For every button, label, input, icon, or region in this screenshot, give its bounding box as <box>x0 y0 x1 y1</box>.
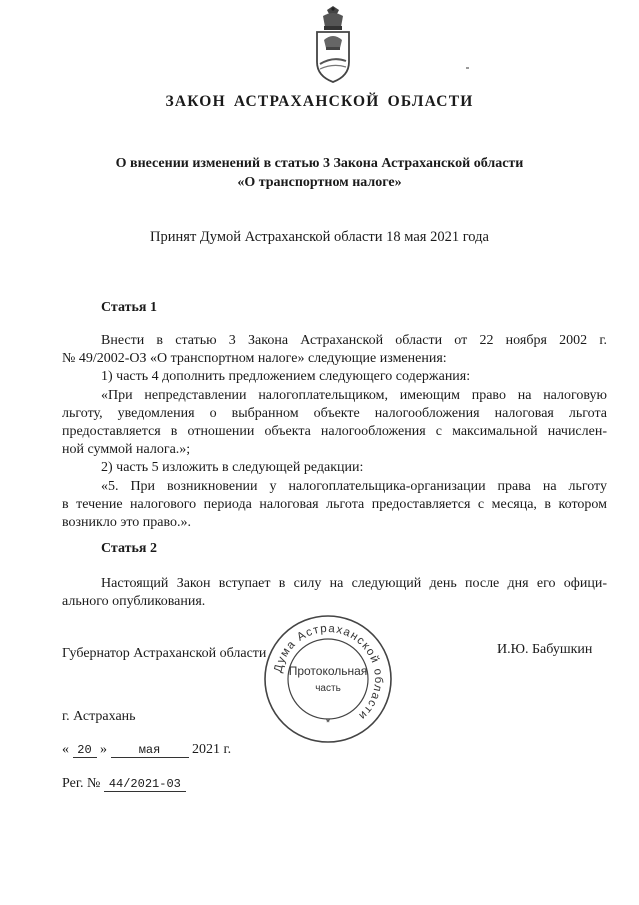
signatory-name: И.Ю. Бабушкин <box>497 642 593 657</box>
stamp-center-line-2: часть <box>315 683 341 694</box>
article-2-line-1: Настоящий Закон вступает в силу на следующий день после дня его офици- <box>101 576 607 591</box>
date-close-quote: » <box>100 742 107 757</box>
date-line <box>62 742 231 758</box>
scan-speck <box>466 67 469 69</box>
quote-1-line-1: «При непредставлении налогоплательщиком, имеющим право на налоговую <box>101 387 607 403</box>
law-subtitle <box>0 154 639 192</box>
stamp-center-line-1: Протокольная <box>288 664 368 678</box>
quote-1-line-3: предоставляется в отношении объекта налогообложения с максимальной начислен- <box>62 424 607 440</box>
subtitle-line-1: О внесении изменений в статью 3 Закона Астраханской области <box>115 156 524 171</box>
quote-2-line-1: «5. При возникновении у налогоплательщика-организации права на льготу <box>101 478 607 494</box>
date-month: мая <box>111 743 189 758</box>
article-2-body <box>62 575 607 611</box>
date-open-quote: « <box>62 742 69 757</box>
article-1-heading: Статья 1 <box>101 300 157 315</box>
quote-2-line-3: возникло это право.». <box>62 515 191 531</box>
stamp-ring-text: Дума Астраханской области <box>272 622 385 723</box>
quote-1-line-2: льготу, уведомления о выбранном объекте налогообложения налоговая льгота <box>62 405 607 421</box>
article-1-intro-line-1: Внести в статью 3 Закона Астраханской области от 22 ноября 2002 г. <box>101 333 607 348</box>
article-1-item-2: 2) часть 5 изложить в следующей редакции: <box>101 460 364 476</box>
registration-label: Рег. № <box>62 776 101 791</box>
quote-2-line-2: в течение налогового периода налоговая льгота предоставляется с месяца, в котором <box>62 496 607 512</box>
subtitle-line-2: «О транспортном налоге» <box>237 175 402 190</box>
law-title: ЗАКОН АСТРАХАНСКОЙ ОБЛАСТИ <box>165 93 474 110</box>
article-2-heading: Статья 2 <box>101 541 157 556</box>
article-1-body <box>62 332 607 532</box>
registration-number: 44/2021-03 <box>104 777 186 792</box>
city-line: г. Астрахань <box>62 709 136 724</box>
quote-1-line-4: ной суммой налога.»; <box>62 442 191 458</box>
date-day: 20 <box>73 743 97 758</box>
article-2-line-2: ального опубликования. <box>62 594 206 610</box>
signatory-position: Губернатор Астраханской области <box>62 646 267 661</box>
registration-line <box>62 776 186 792</box>
stamp-inner-ring <box>288 639 368 719</box>
article-1-intro-line-2: № 49/2002-ОЗ «О транспортном налоге» следующие изменения: <box>62 351 447 367</box>
adoption-note: Принят Думой Астраханской области 18 мая 2021 года <box>150 229 489 245</box>
stamp-star: * <box>325 717 331 729</box>
article-1-item-1: 1) часть 4 дополнить предложением следующего содержания: <box>101 369 471 385</box>
date-year: 2021 г. <box>192 742 232 757</box>
coat-of-arms-icon <box>306 6 360 88</box>
official-stamp <box>262 613 394 745</box>
